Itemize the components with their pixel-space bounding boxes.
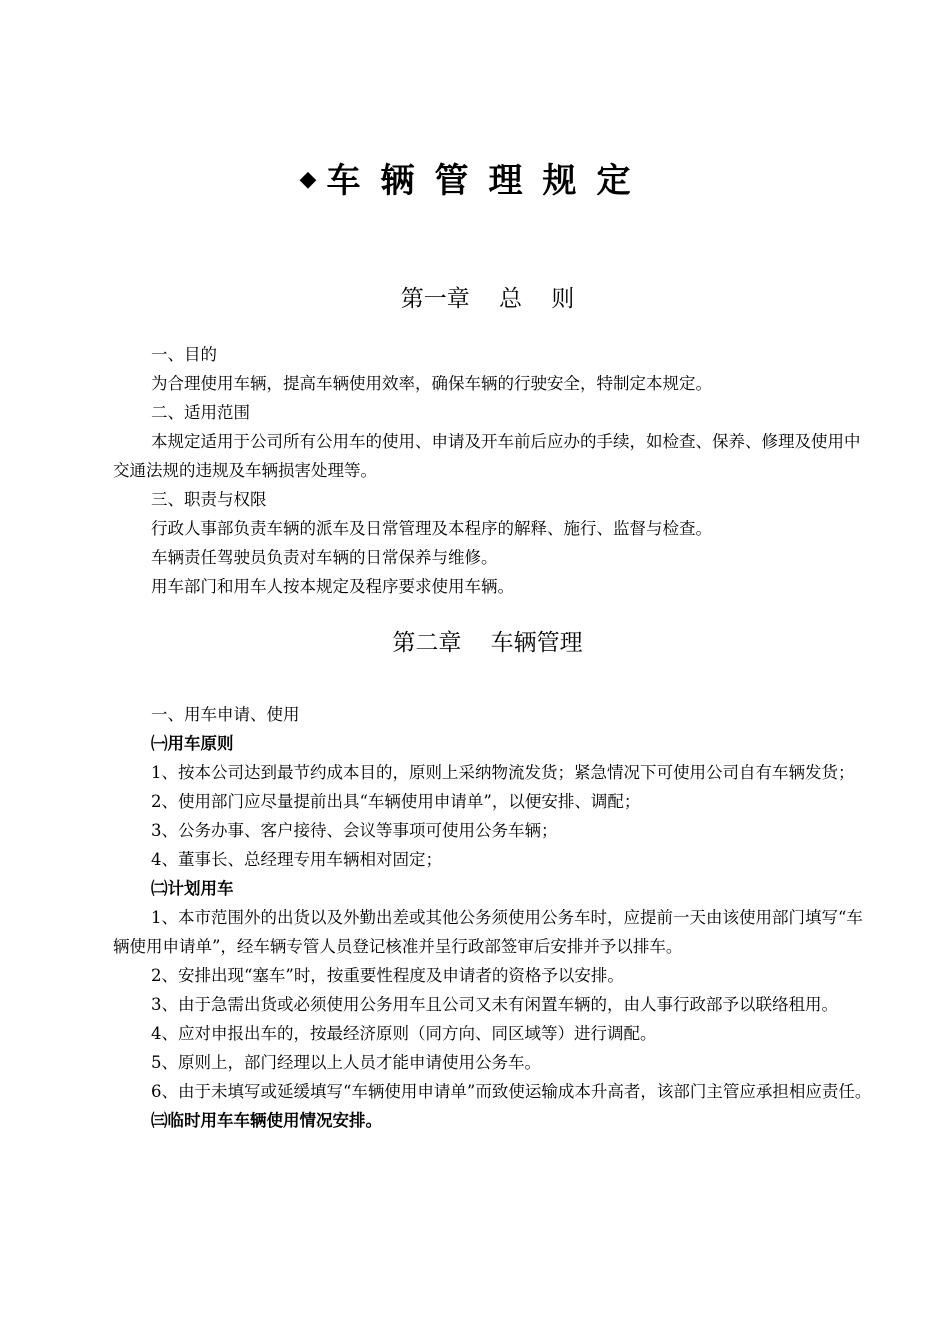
list-item: 6、由于未填写或延缓填写“车辆使用申请单”而致使运输成本升高者，该部门主管应承担相应责任。 — [151, 1082, 872, 1101]
list-item: 3、由于急需出货或必须使用公务用车且公司又未有闲置车辆的，由人事行政部予以联络租用。 — [151, 995, 838, 1014]
diamond-bullet-icon: ◆ — [299, 167, 327, 192]
list-item: 4、应对申报出车的，按最经济原则（同方向、同区域等）进行调配。 — [151, 1024, 657, 1043]
ch1-paragraph: 本规定适用于公司所有公用车的使用、申请及开车前后应办的手续，如检查、保养、修理及使用中交通法规的违规及车辆损害处理等。 — [113, 432, 861, 480]
ch1-paragraph: 用车部门和用车人按本规定及程序要求使用车辆。 — [151, 577, 514, 596]
subsection-heading: ㈡计划用车 — [151, 879, 234, 898]
ch1-paragraph: 车辆责任驾驶员负责对车辆的日常保养与维修。 — [151, 548, 498, 567]
chapter-1-heading: 第一章 总 则 — [400, 286, 575, 312]
list-item: 1、本市范围外的出货以及外勤出差或其他公务须使用公务车时，应提前一天由该使用部门填写“车辆使用申请单”，经车辆专管人员登记核准并呈行政部签审后安排并予以排车。 — [113, 908, 863, 956]
subsection-heading: ㈠用车原则 — [151, 734, 234, 753]
ch1-paragraph: 行政人事部负责车辆的派车及日常管理及本程序的解释、施行、监督与检查。 — [151, 519, 712, 538]
list-item: 2、使用部门应尽量提前出具“车辆使用申请单”，以便安排、调配； — [151, 792, 641, 811]
ch1-paragraph: 为合理使用车辆，提高车辆使用效率，确保车辆的行驶安全，特制定本规定。 — [151, 374, 712, 393]
list-item: 4、董事长、总经理专用车辆相对固定； — [151, 850, 442, 869]
chapter-2-heading: 第二章 车辆管理 — [392, 630, 583, 656]
chapter-2-body — [113, 700, 873, 1135]
ch1-section-purpose: 一、目的 — [151, 345, 217, 364]
ch1-section-scope: 二、适用范围 — [151, 403, 250, 422]
ch2-section-vehicle-request: 一、用车申请、使用 — [151, 705, 300, 724]
title-text: 车辆管理规定 — [326, 161, 651, 201]
list-item: 3、公务办事、客户接待、会议等事项可使用公务车辆； — [151, 821, 558, 840]
chapter-1-body — [113, 340, 873, 601]
list-item: 1、按本公司达到最节约成本目的，原则上采纳物流发货；紧急情况下可使用公司自有车辆发货； — [151, 763, 855, 782]
list-item: 2、安排出现“塞车”时，按重要性程度及申请者的资格予以安排。 — [151, 966, 624, 985]
document-title — [0, 156, 950, 205]
ch1-section-responsibility: 三、职责与权限 — [151, 490, 267, 509]
list-item: 5、原则上，部门经理以上人员才能申请使用公务车。 — [151, 1053, 541, 1072]
subsection-heading: ㈢临时用车车辆使用情况安排。 — [151, 1111, 382, 1130]
